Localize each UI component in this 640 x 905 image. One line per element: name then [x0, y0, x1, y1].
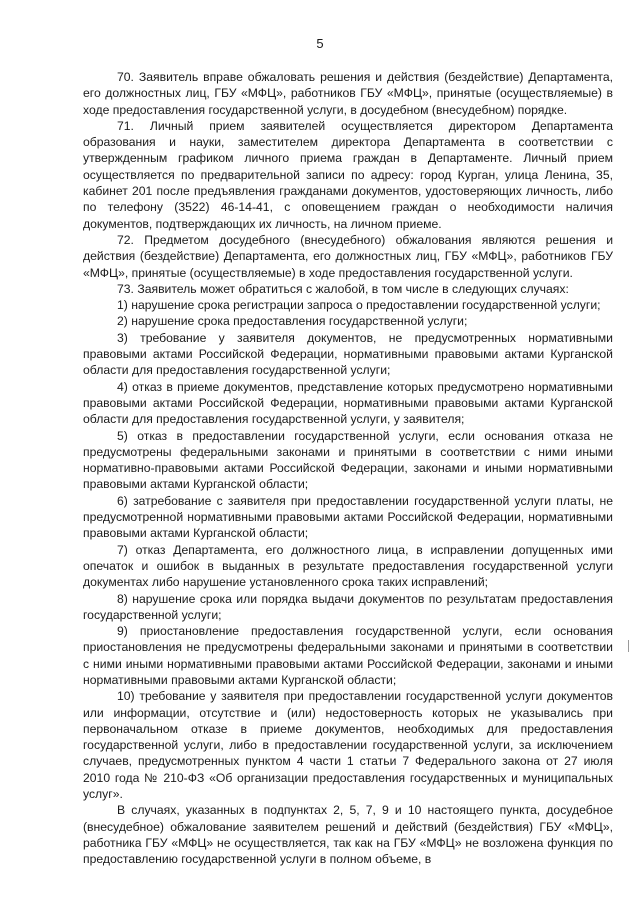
list-item-10: 10) требование у заявителя при предоставлении государственной услуги документов или информации, отсутствие и (или) недостоверность которых не указывались при первоначальном отказе в приеме документов, необходимых для предоставления государственной услуги, либо в предоставлении государственной услуги, за исключением случаев, предусмотренных пунктом 4 части 1 статьи 7 Федерального закона от 27 июля 2010 года № 210-ФЗ «Об организации предоставления государственных и муниципальных услуг».	[83, 689, 613, 802]
list-item-1: 1) нарушение срока регистрации запроса о предоставлении государственной услуги;	[117, 298, 601, 313]
list-item-3: 3) требование у заявителя документов, не предусмотренных нормативными правовыми актами Российской Федерации, нормативными правовыми актами Курганской области для предоставления государственной услуги;	[83, 330, 613, 378]
document-body	[83, 69, 613, 868]
scan-margin-mark	[628, 640, 629, 652]
paragraph-73: 73. Заявитель может обратиться с жалобой, в том числе в следующих случаях:	[117, 281, 569, 296]
list-item-6: 6) затребование с заявителя при предоставлении государственной услуги платы, не предусмотренной нормативными правовыми актами Российской Федерации, нормативными правовыми актами Курганской области;	[83, 493, 613, 541]
list-item-2: 2) нарушение срока предоставления государственной услуги;	[117, 314, 468, 329]
list-item-8: 8) нарушение срока или порядка выдачи документов по результатам предоставления государственной услуги;	[83, 591, 613, 622]
paragraph-72: 72. Предметом досудебного (внесудебного) обжалования являются решения и действия (бездействие) Департамента, его должностных лиц, ГБУ «МФЦ», работников ГБУ «МФЦ», принятые (осуществляемые) в ходе предоставления государственной услуги.	[83, 232, 613, 280]
list-item-5: 5) отказ в предоставлении государственной услуги, если основания отказа не предусмотрены федеральными законами и принятыми в соответствии с ними иными нормативно-правовыми актами Российской Федерации, законами и иными нормативными правовыми актами Курганской области;	[83, 428, 613, 492]
list-item-4: 4) отказ в приеме документов, представление которых предусмотрено нормативными правовыми актами Российской Федерации, нормативными правовыми актами Курганской области для предоставления государственной услуги, у заявителя;	[83, 379, 613, 427]
list-item-7: 7) отказ Департамента, его должностного лица, в исправлении допущенных ими опечаток и ошибок в выданных в результате предоставления государственной услуги документах либо нарушение установленного срока таких исправлений;	[83, 542, 613, 590]
paragraph-71: 71. Личный прием заявителей осуществляется директором Департамента образования и науки, заместителем директора Департамента в соответствии с утвержденным графиком личного приема граждан в Департаменте. Личный прием осуществляется по предварительной записи по адресу: город Курган, улица Ленина, 35, кабинет 201 после предъявления гражданами документов, удостоверяющих личность, либо по телефону (3522) 46-14-41, с оповещением граждан о необходимости наличия документов, подтверждающих их личность, на личном приеме.	[83, 118, 613, 231]
paragraph-70: 70. Заявитель вправе обжаловать решения и действия (бездействие) Департамента, его должностных лиц, ГБУ «МФЦ», работников ГБУ «МФЦ», принятые (осуществляемые) в ходе предоставления государственной услуги, в досудебном (внесудебном) порядке.	[83, 70, 613, 117]
page-number: 5	[316, 36, 324, 51]
list-item-9: 9) приостановление предоставления государственной услуги, если основания приостановления не предусмотрены федеральными законами и принятыми в соответствии с ними иными нормативными правовыми актами Российской Федерации, законами и иными нормативными правовыми актами Курганской области;	[83, 624, 613, 687]
closing-paragraph: В случаях, указанных в подпунктах 2, 5, 7, 9 и 10 настоящего пункта, досудебное (внесудебное) обжалование заявителем решений и действий (бездействия) ГБУ «МФЦ», работника ГБУ «МФЦ» не осуществляется, так как на ГБУ «МФЦ» не возложена функция по предоставлению государственной услуги в полном объеме, в	[83, 803, 613, 867]
